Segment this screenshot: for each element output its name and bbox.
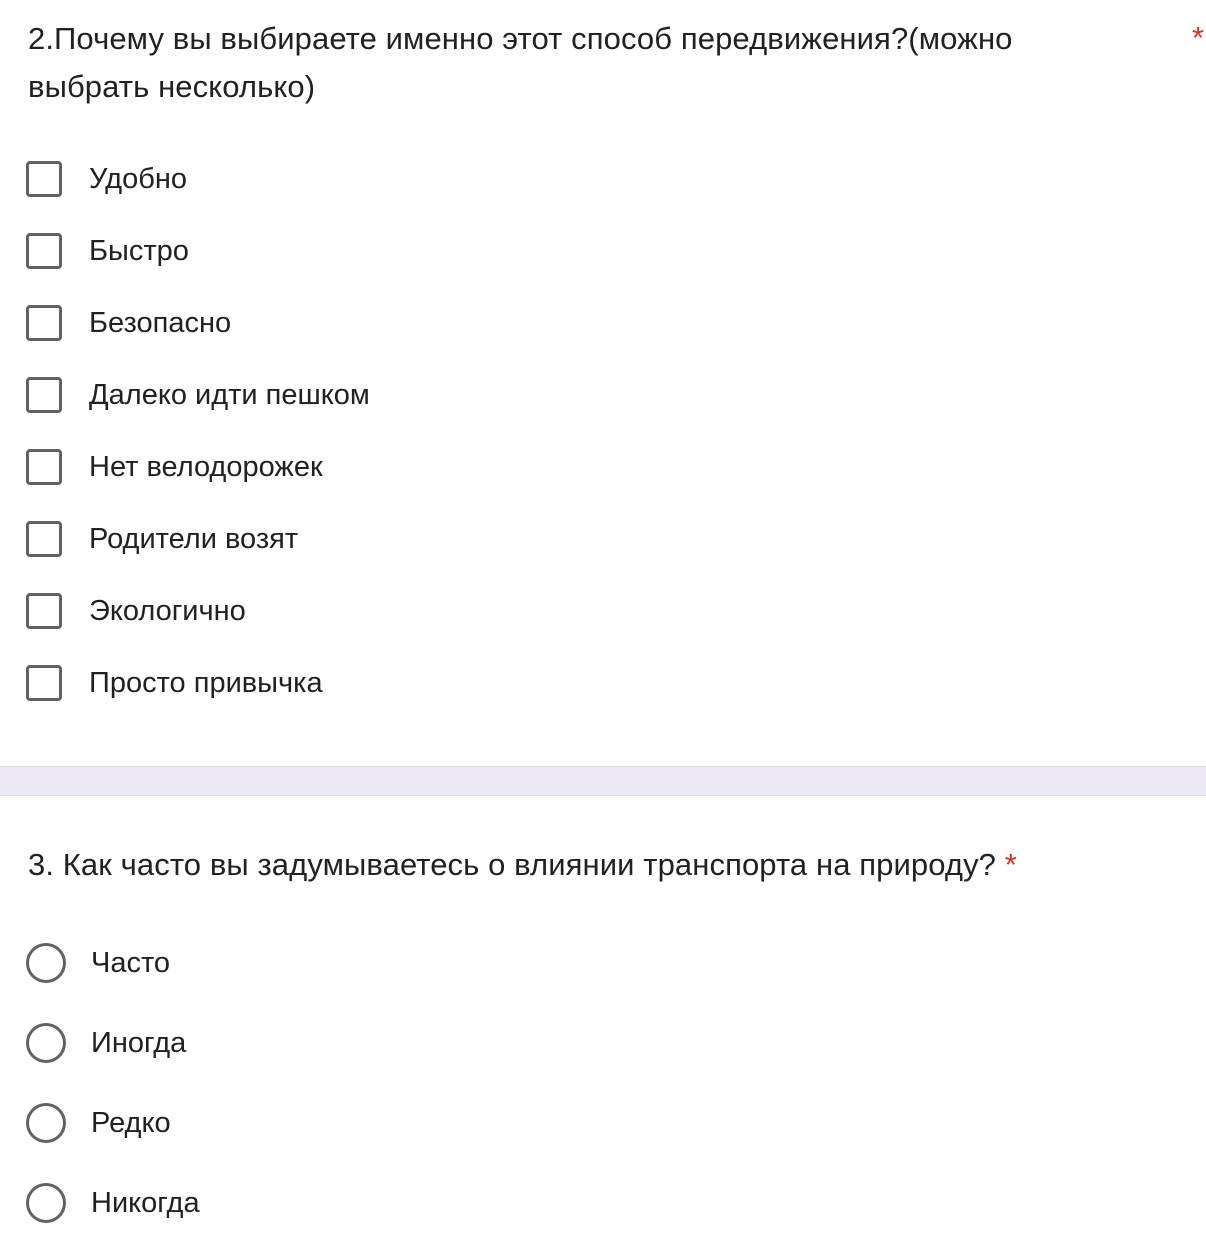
option-label: Родители возят bbox=[89, 523, 299, 555]
option-label: Нет велодорожек bbox=[89, 451, 323, 483]
checkbox[interactable] bbox=[26, 233, 62, 269]
radio-button[interactable] bbox=[26, 1023, 66, 1063]
question-title bbox=[28, 841, 1178, 889]
option-label: Иногда bbox=[91, 1027, 187, 1059]
question-title bbox=[28, 15, 1108, 111]
radio-button[interactable] bbox=[26, 1183, 66, 1223]
radio-option-sometimes[interactable] bbox=[26, 1021, 186, 1065]
option-label: Экологично bbox=[89, 595, 246, 627]
checkbox-option-parents-drive[interactable] bbox=[26, 517, 298, 561]
radio-option-never[interactable] bbox=[26, 1181, 200, 1225]
question-title-text: 3. Как часто вы задумываетесь о влиянии транспорта на природу? bbox=[28, 847, 997, 882]
required-asterisk: * bbox=[1004, 847, 1017, 882]
radio-option-rarely[interactable] bbox=[26, 1101, 171, 1145]
option-label: Часто bbox=[91, 947, 171, 979]
checkbox-option-far-to-walk[interactable] bbox=[26, 373, 370, 417]
checkbox[interactable] bbox=[26, 305, 62, 341]
checkbox-option-habit[interactable] bbox=[26, 661, 323, 705]
checkbox[interactable] bbox=[26, 665, 62, 701]
checkbox-option-convenient[interactable] bbox=[26, 157, 187, 201]
option-label: Редко bbox=[91, 1107, 171, 1139]
radio-button[interactable] bbox=[26, 943, 66, 983]
radio-button[interactable] bbox=[26, 1103, 66, 1143]
option-label: Безопасно bbox=[89, 307, 232, 339]
question-card-3 bbox=[0, 796, 1206, 1250]
option-label: Просто привычка bbox=[89, 667, 323, 699]
radio-option-often[interactable] bbox=[26, 941, 170, 985]
option-label: Удобно bbox=[89, 163, 187, 195]
checkbox[interactable] bbox=[26, 521, 62, 557]
section-separator bbox=[0, 766, 1206, 796]
checkbox-option-no-bike-lanes[interactable] bbox=[26, 445, 323, 489]
checkbox-option-fast[interactable] bbox=[26, 229, 189, 273]
checkbox-option-eco-friendly[interactable] bbox=[26, 589, 246, 633]
checkbox-option-safe[interactable] bbox=[26, 301, 231, 345]
option-label: Далеко идти пешком bbox=[89, 379, 370, 411]
option-label: Никогда bbox=[91, 1187, 200, 1219]
checkbox[interactable] bbox=[26, 377, 62, 413]
option-label: Быстро bbox=[89, 235, 189, 267]
checkbox[interactable] bbox=[26, 449, 62, 485]
checkbox[interactable] bbox=[26, 161, 62, 197]
required-asterisk: * bbox=[1192, 20, 1205, 55]
question-title-text: 2.Почему вы выбираете именно этот способ передвижения?(можно выбрать несколько) bbox=[28, 21, 1013, 104]
checkbox[interactable] bbox=[26, 593, 62, 629]
